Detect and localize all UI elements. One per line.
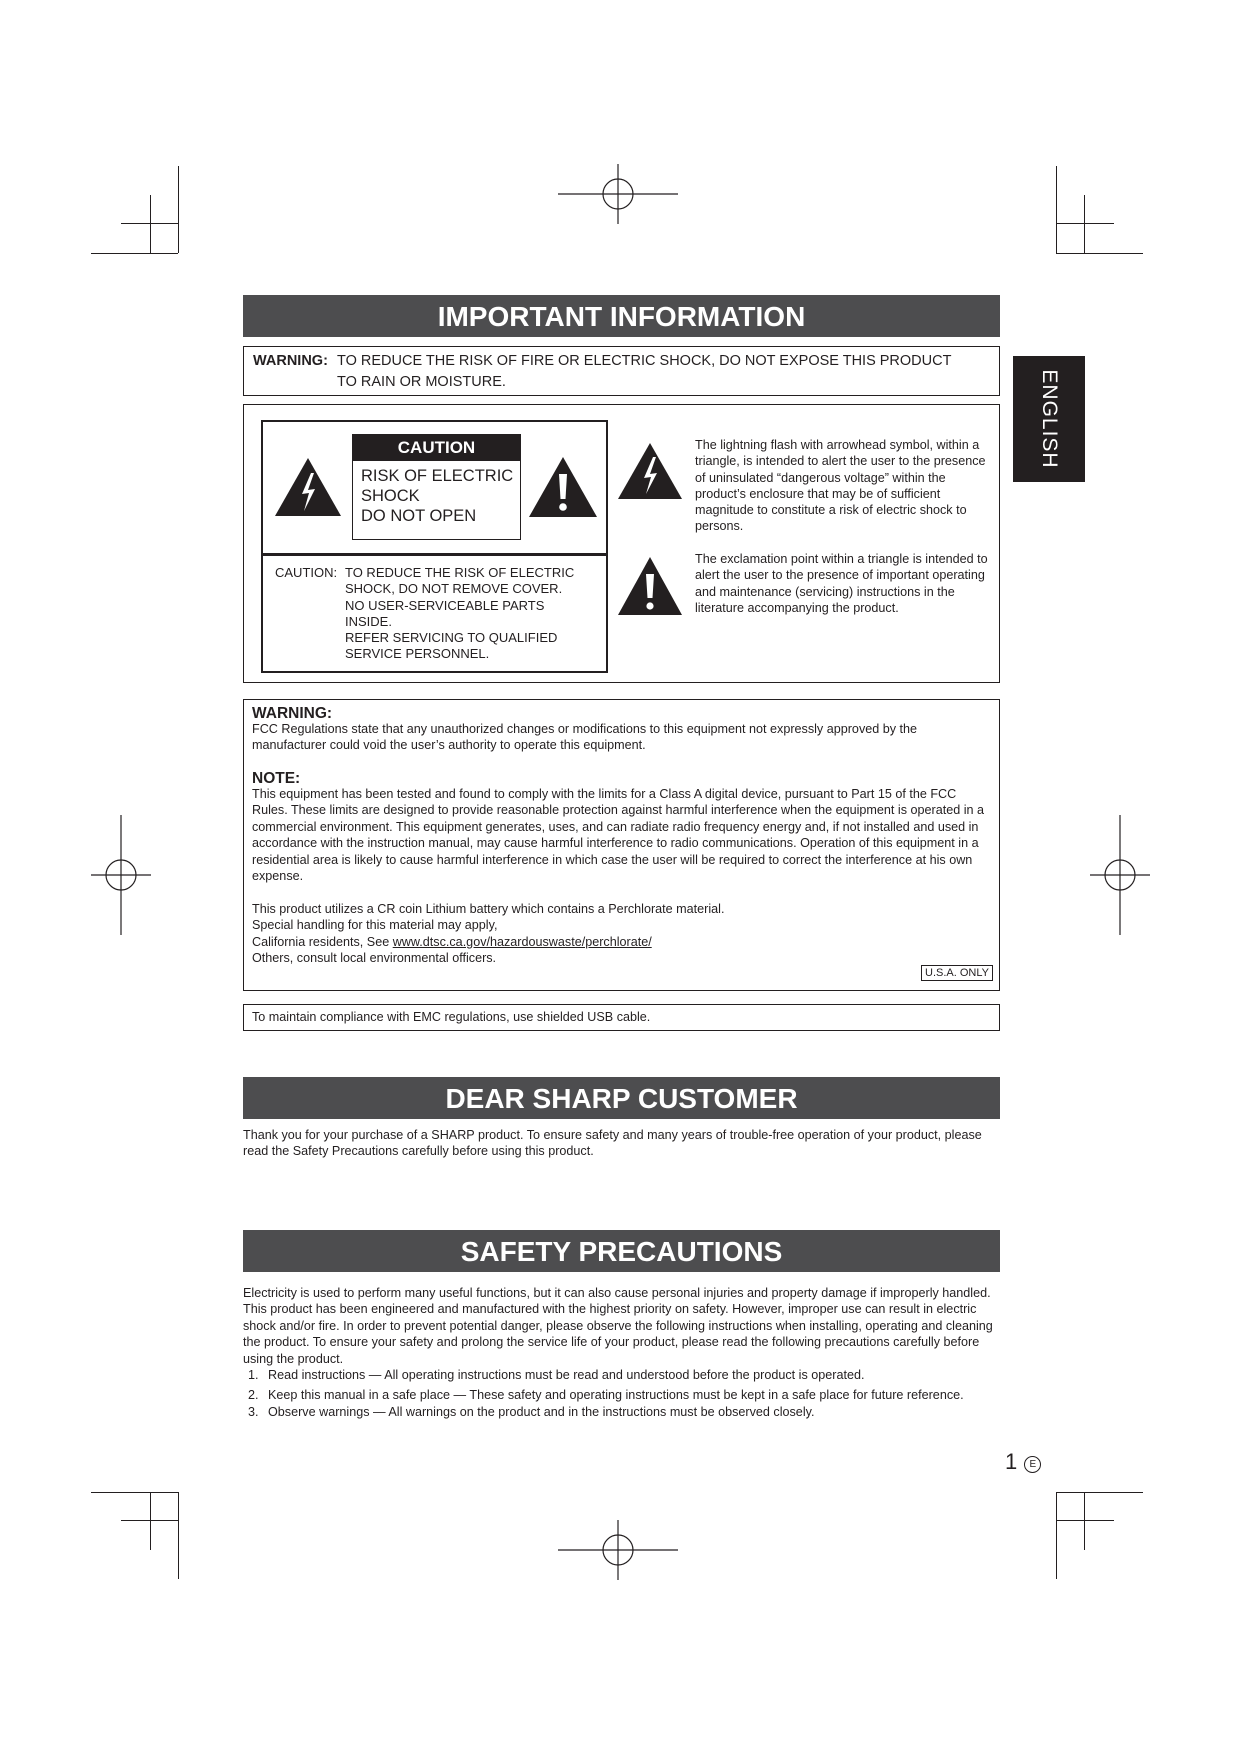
caution-text-block xyxy=(345,565,574,663)
list-item xyxy=(243,1387,968,1403)
dear-customer-text: Thank you for your purchase of a SHARP product. To ensure safety and many years of trouble-free operation of your product, please read the Safety Precautions carefully before using this product. xyxy=(243,1128,982,1159)
caution-text-line: SERVICE PERSONNEL. xyxy=(345,646,490,662)
caution-panel xyxy=(243,404,1000,683)
caution-sticker-header: CAUTION xyxy=(353,435,520,461)
fcc-notice-box xyxy=(243,699,1000,991)
battery-line-2: Special handling for this material may apply, xyxy=(252,918,498,933)
caution-text-label: CAUTION: xyxy=(275,565,338,580)
lightning-symbol-icon xyxy=(616,441,684,506)
dear-customer-title: DEAR SHARP CUSTOMER xyxy=(243,1077,1000,1119)
rain-warning-label: WARNING: xyxy=(253,353,328,369)
perchlorate-link[interactable]: www.dtsc.ca.gov/hazardouswaste/perchlorate/ xyxy=(392,934,652,949)
caution-text-line: TO REDUCE THE RISK OF ELECTRIC xyxy=(345,565,575,580)
registration-mark-bottom xyxy=(558,1520,678,1580)
list-item-number: 2. xyxy=(248,1388,259,1403)
rain-warning-box xyxy=(243,346,1000,396)
registration-mark-left xyxy=(91,815,151,935)
lightning-description: The lightning flash with arrowhead symbol, within a triangle, is intended to alert the user to the presence of uninsulated “dangerous voltage” within the product’s enclosure that may be of sufficient magnitude to constitute a risk of electric shock to persons. xyxy=(695,438,986,534)
list-item xyxy=(243,1367,1000,1383)
list-item xyxy=(243,1404,1000,1420)
caution-sticker-line-2: SHOCK xyxy=(361,487,420,505)
caution-text-line: REFER SERVICING TO QUALIFIED xyxy=(345,630,558,646)
caution-label xyxy=(261,420,608,673)
page-language-badge: E xyxy=(1024,1456,1041,1473)
list-item-text: Observe warnings — All warnings on the product and in the instructions must be observed closely. xyxy=(268,1404,815,1419)
caution-sticker-line-3: DO NOT OPEN xyxy=(361,507,477,525)
battery-line-4: Others, consult local environmental officers. xyxy=(252,951,497,966)
usa-only-badge: U.S.A. ONLY xyxy=(921,965,993,981)
caution-text-line: SHOCK, DO NOT REMOVE COVER. xyxy=(345,581,563,597)
emc-notice-text: To maintain compliance with EMC regulations, use shielded USB cable. xyxy=(252,1010,651,1024)
battery-line-1: This product utilizes a CR coin Lithium battery which contains a Perchlorate material. xyxy=(252,902,725,916)
battery-notice xyxy=(252,901,992,967)
list-item-number: 3. xyxy=(248,1404,259,1419)
rain-warning-line-2: TO RAIN OR MOISTURE. xyxy=(337,374,506,390)
exclamation-triangle-icon xyxy=(527,455,599,524)
battery-line-3-prefix: California residents, See xyxy=(252,934,393,949)
fcc-note-text: This equipment has been tested and found to comply with the limits for a Class A digital device, pursuant to Part 15 of the FCC Rules. These limits are designed to provide reasonable protection against harmful interference when the equipment is operated in a commercial environment. This equipment generates, uses, and can radiate radio frequency energy and, if not installed and used in accordance with the instruction manual, may cause harmful interference to radio communications. Operation of this equipment in a residential area is likely to cause harmful interference in which case the user will be required to correct the interference at his own expense. xyxy=(252,787,985,884)
exclamation-description: The exclamation point within a triangle is intended to alert the user to the presence of important operating and maintenance (servicing) instructions in the literature accompanying the product. xyxy=(695,552,988,615)
list-item-text: Read instructions — All operating instructions must be read and understood before the product is operated. xyxy=(268,1368,865,1382)
caution-text-line: INSIDE. xyxy=(345,613,392,629)
language-tab-label: ENGLISH xyxy=(1038,369,1061,469)
list-item-number: 1. xyxy=(248,1368,259,1382)
safety-intro-text: Electricity is used to perform many useful functions, but it can also cause personal injuries and property damage if improperly handled. This product has been engineered and manufactured with the highest priority on safety. However, improper use can result in electric shock and/or fire. In order to prevent potential danger, please observe the following instructions when installing, operating and cleaning the product. To ensure your safety and prolong the service life of your product, please read the following precautions carefully before using the product. xyxy=(243,1286,993,1366)
fcc-note-heading: NOTE: xyxy=(252,770,301,787)
safety-list xyxy=(243,1367,1000,1420)
emc-notice-box xyxy=(243,1004,1000,1031)
important-information-title: IMPORTANT INFORMATION xyxy=(243,295,1000,337)
caution-sticker xyxy=(352,434,521,540)
battery-line-3 xyxy=(252,934,992,950)
caution-sticker-line-1: RISK OF ELECTRIC xyxy=(361,467,514,485)
lightning-triangle-icon xyxy=(273,456,343,523)
exclamation-symbol-icon xyxy=(616,555,684,622)
registration-mark-right xyxy=(1090,815,1150,935)
list-item-text: Keep this manual in a safe place — These safety and operating instructions must be kept in a safe place for future reference. xyxy=(268,1388,964,1403)
safety-precautions-title: SAFETY PRECAUTIONS xyxy=(243,1230,1000,1272)
fcc-warning-text: FCC Regulations state that any unauthorized changes or modifications to this equipment not expressly approved by the manufacturer could void the user’s authority to operate this equipment. xyxy=(252,722,918,753)
language-tab xyxy=(1013,356,1085,482)
page-number-value: 1 xyxy=(1005,1449,1018,1474)
registration-mark-top xyxy=(558,164,678,224)
rain-warning-line-1: TO REDUCE THE RISK OF FIRE OR ELECTRIC SHOCK, DO NOT EXPOSE THIS PRODUCT xyxy=(337,353,952,369)
page-number xyxy=(1005,1449,1041,1475)
fcc-warning-heading: WARNING: xyxy=(252,705,333,722)
caution-text-line: NO USER-SERVICEABLE PARTS xyxy=(345,597,545,613)
